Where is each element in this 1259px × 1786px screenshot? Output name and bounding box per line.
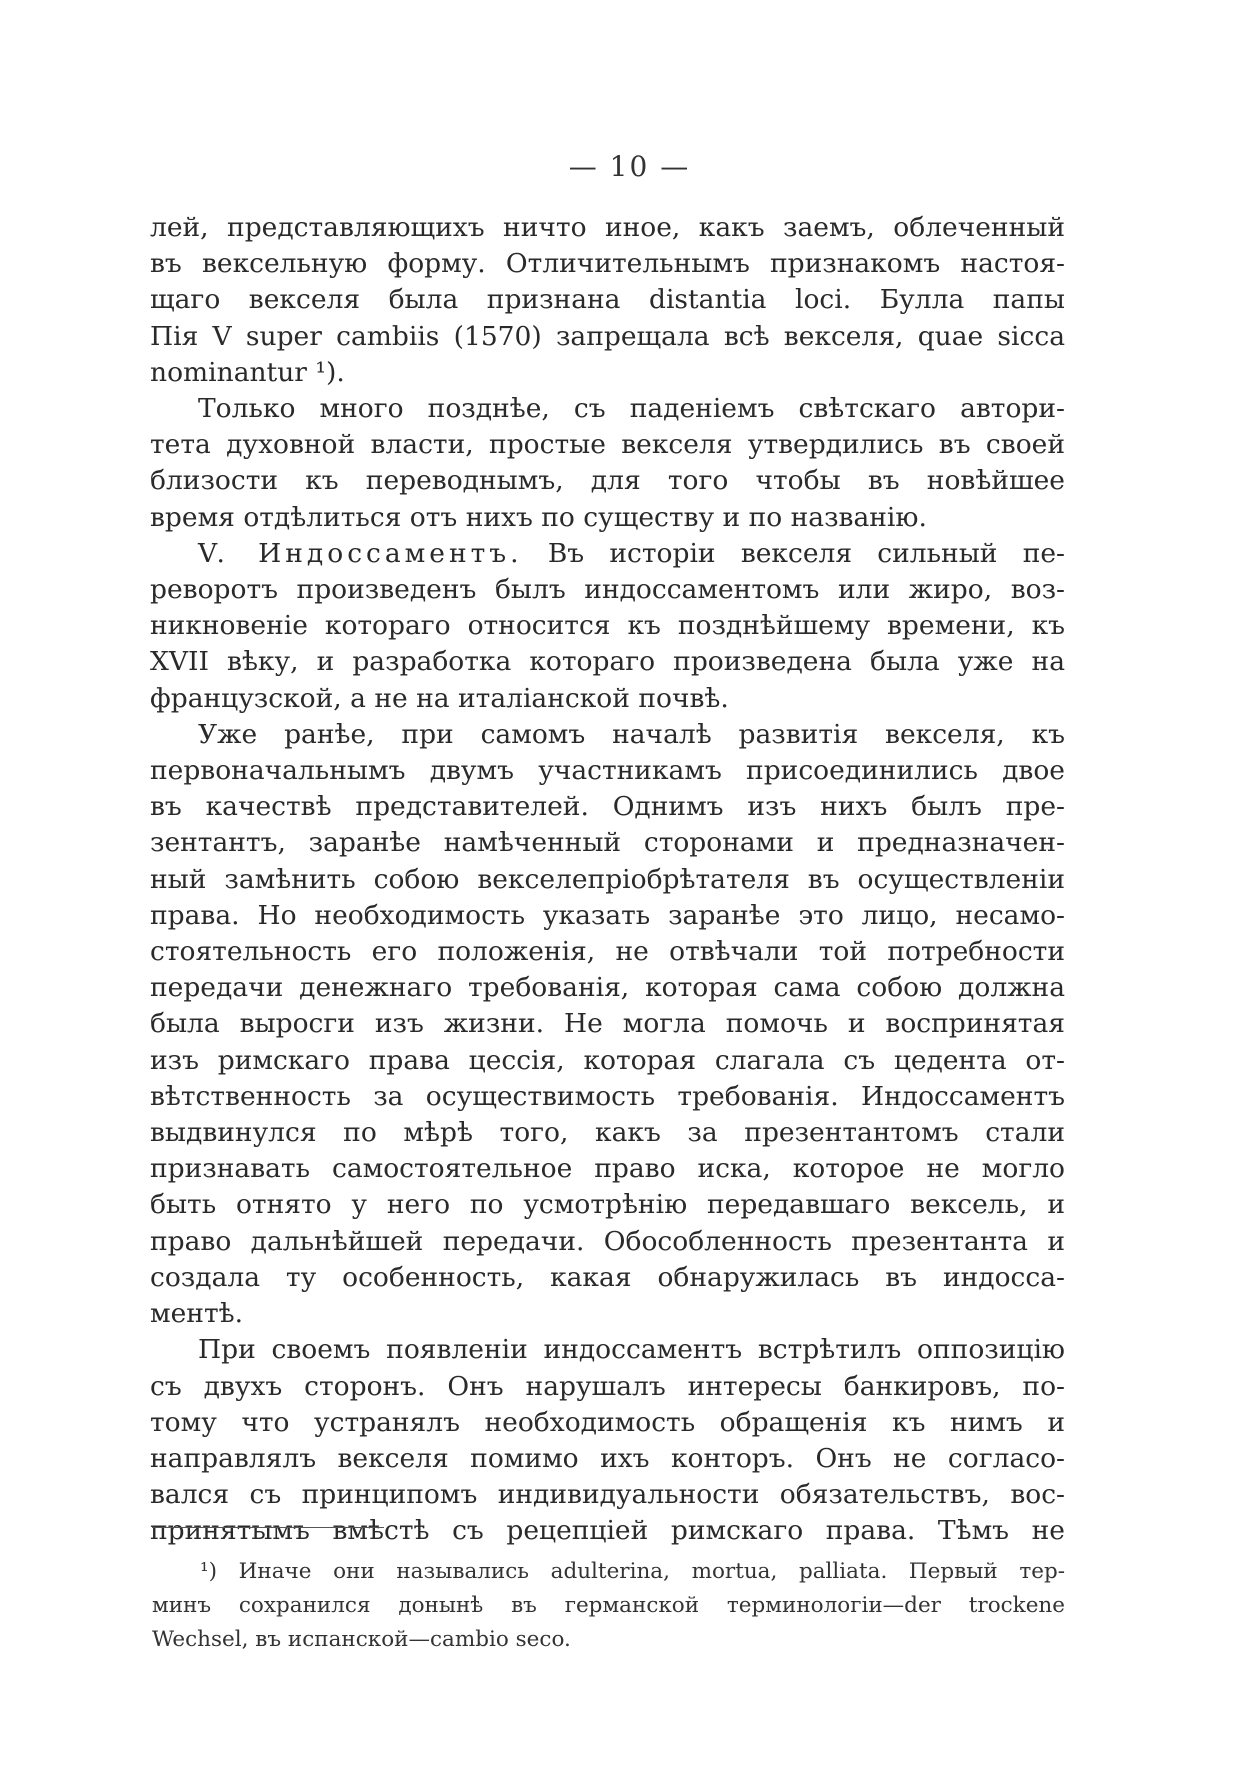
text-line: щаго векселя была признана distantia loci. Булла папы bbox=[150, 284, 1065, 316]
page-number: — 10 — bbox=[568, 150, 691, 183]
footnote bbox=[152, 1555, 1065, 1657]
paragraph-4 bbox=[150, 717, 1065, 1332]
text-line: выдвинулся по мѣрѣ того, какъ за презентантомъ стали bbox=[150, 1117, 1065, 1149]
text-line: Пія V super cambiis (1570) запрещала всѣ векселя, quae sicca bbox=[150, 320, 1065, 352]
text-line bbox=[150, 536, 1065, 572]
text-line: ментѣ. bbox=[150, 1298, 244, 1330]
text-line: съ двухъ сторонъ. Онъ нарушалъ интересы банкировъ, по- bbox=[150, 1370, 1065, 1402]
text-line: XVII вѣку, и разработка котораго произведена была уже на bbox=[150, 646, 1065, 678]
text-line: реворотъ произведенъ былъ индоссаментомъ или жиро, воз- bbox=[150, 574, 1065, 606]
paragraph-2 bbox=[150, 391, 1065, 536]
text-line: Только много позднѣе, съ паденіемъ свѣтскаго автори- bbox=[198, 393, 1065, 425]
section-heading: V. Индоссаментъ. bbox=[198, 537, 523, 569]
text-line: близости къ переводнымъ, для того чтобы въ новѣйшее bbox=[150, 465, 1065, 497]
paragraph-5 bbox=[150, 1332, 1065, 1549]
paragraph-1 bbox=[150, 210, 1065, 391]
text-line: право дальнѣйшей передачи. Обособленность презентанта и bbox=[150, 1225, 1065, 1257]
text-line: время отдѣлиться отъ нихъ по существу и по названію. bbox=[150, 501, 927, 533]
text-line: передачи денежнаго требованія, которая сама собою должна bbox=[150, 972, 1065, 1004]
text-line: стоятельность его положенія, не отвѣчали той потребности bbox=[150, 936, 1065, 968]
text-line: быть отнято у него по усмотрѣнію передавшаго вексель, и bbox=[150, 1189, 1065, 1221]
footnote-line: минъ сохранился донынѣ въ германской терминологіи—der trockene bbox=[152, 1593, 1065, 1618]
text-line: никновеніе котораго относится къ позднѣйшему времени, къ bbox=[150, 610, 1065, 642]
footnote-separator bbox=[152, 1527, 384, 1528]
text-line: зентантъ, заранѣе намѣченный сторонами и предназначен- bbox=[150, 827, 1065, 859]
text-line: принятымъ вмѣстѣ съ рецепціей римскаго права. Тѣмъ не bbox=[150, 1515, 1065, 1547]
text-line: лей, представляющихъ ничто иное, какъ заемъ, облеченный bbox=[150, 212, 1065, 243]
text-line: въ вексельную форму. Отличительнымъ признакомъ настоя- bbox=[150, 248, 1065, 280]
text-line: направлялъ векселя помимо ихъ конторъ. Онъ не согласо- bbox=[150, 1442, 1065, 1474]
text-line: признавать самостоятельное право иска, которое не могло bbox=[150, 1153, 1065, 1185]
text-line: французской, а не на италіанской почвѣ. bbox=[150, 682, 729, 714]
text-line: тому что устранялъ необходимость обращенія къ нимъ и bbox=[150, 1406, 1065, 1438]
text-line: вѣтственность за осуществимость требованія. Индоссаментъ bbox=[150, 1080, 1065, 1112]
text-line: тета духовной власти, простые векселя утвердились въ своей bbox=[150, 429, 1065, 461]
main-text bbox=[150, 210, 1065, 1550]
text-line: nominantur ¹). bbox=[150, 356, 345, 388]
text-line: Уже ранѣе, при самомъ началѣ развитія векселя, къ bbox=[198, 718, 1065, 750]
text-line: была выросги изъ жизни. Не могла помочь и воспринятая bbox=[150, 1008, 1065, 1040]
text-fragment: Въ исторіи векселя сильный пе- bbox=[522, 537, 1065, 569]
text-line: вался съ принципомъ индивидуальности обязательствъ, вос- bbox=[150, 1479, 1065, 1511]
text-line: изъ римскаго права цессія, которая слагала съ цедента от- bbox=[150, 1044, 1065, 1076]
text-line: въ качествѣ представителей. Однимъ изъ нихъ былъ пре- bbox=[150, 791, 1065, 823]
text-line: создала ту особенность, какая обнаружилась въ индосса- bbox=[150, 1261, 1065, 1293]
footnote-line: ¹) Иначе они назывались adulterina, mortua, palliata. Первый тер- bbox=[200, 1559, 1065, 1584]
footnote-line: Wechsel, въ испанской—cambio seco. bbox=[152, 1627, 571, 1652]
text-line: права. Но необходимость указать заранѣе это лицо, несамо- bbox=[150, 899, 1065, 931]
paragraph-3 bbox=[150, 536, 1065, 717]
text-line: первоначальнымъ двумъ участникамъ присоединились двое bbox=[150, 755, 1065, 787]
text-line: ный замѣнить собою векселепріобрѣтателя въ осуществленіи bbox=[150, 863, 1065, 895]
text-line: При своемъ появленіи индоссаментъ встрѣтилъ оппозицію bbox=[198, 1334, 1065, 1366]
